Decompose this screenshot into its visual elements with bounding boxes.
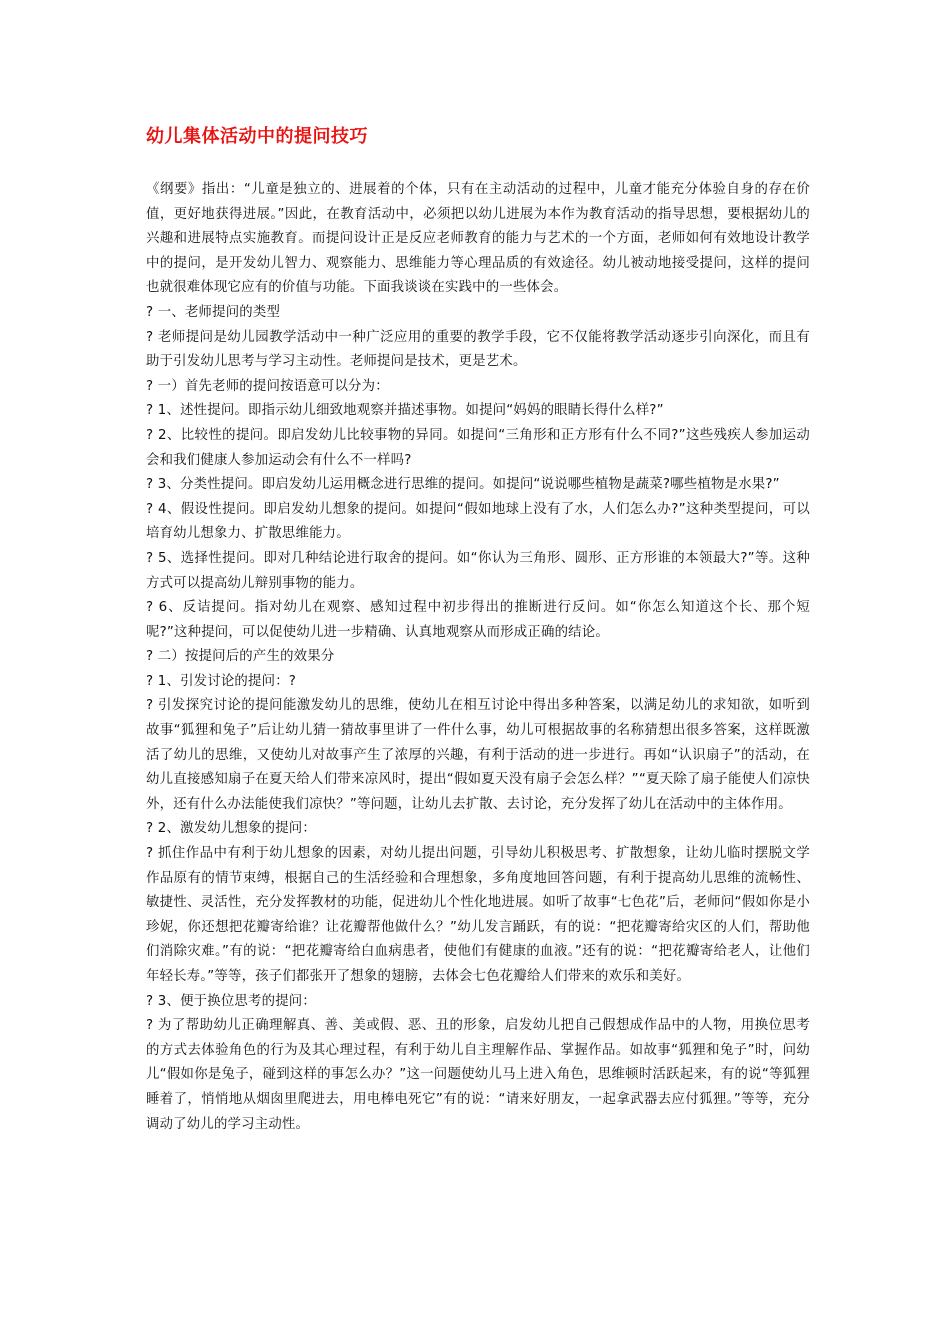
document-title: 幼儿集体活动中的提问技巧	[146, 126, 368, 147]
paragraph: ? 3、分类性提问。即启发幼儿运用概念进行思维的提问。如提问“说说哪些植物是蔬菜?哪些植物是水果?”	[146, 477, 780, 493]
paragraph: 《纲要》指出：“儿童是独立的、进展着的个体，只有在主动活动的过程中，儿童才能充分体验自身的存在价值，更好地获得进展。”因此，在教育活动中，必须把以幼儿进展为本作为教育活动的指导思想，要根据幼儿的兴趣和进展特点实施教育。而提问设计正是反应老师教育的能力与艺术的一个方面，老师如何有效地设计教学中的提问，是开发幼儿智力、观察能力、思维能力等心理品质的有效途径。幼儿被动地接受提问，这样的提问也就很难体现它应有的价值与功能。下面我谈谈在实践中的一些体会。	[146, 182, 810, 296]
paragraph: ? 一）首先老师的提问按语意可以分为：	[146, 378, 389, 394]
paragraph: ? 二）按提问后的产生的效果分	[146, 649, 335, 665]
paragraph: ? 3、便于换位思考的提问：	[146, 993, 316, 1009]
paragraph: ? 抓住作品中有利于幼儿想象的因素，对幼儿提出问题，引导幼儿积极思考、扩散想象，让幼儿临时摆脱文学作品原有的情节束缚，根据自己的生活经验和合理想象，多角度地回答问题，有利于提高幼儿思维的流畅性、敏捷性、灵活性，充分发挥教材的功能，促进幼儿个性化地进展。如听了故事“七色花”后，老师问“假如你是小珍妮，你还想把花瓣寄给谁？让花瓣帮他做什么？”幼儿发言踊跃，有的说：“把花瓣寄给灾区的人们，帮助他们消除灾难。”有的说：“把花瓣寄给白血病患者，使他们有健康的血液。”还有的说：“把花瓣寄给老人，让他们年轻长寿。”等等，孩子们都张开了想象的翅膀，去体会七色花瓣给人们带来的欢乐和美好。	[146, 846, 810, 984]
paragraph: ? 5、选择性提问。即对几种结论进行取舍的提问。如“你认为三角形、圆形、正方形谁的本领最大?”等。这种方式可以提高幼儿辩别事物的能力。	[146, 550, 810, 591]
paragraph: ? 为了帮助幼儿正确理解真、善、美或假、恶、丑的形象，启发幼儿把自己假想成作品中的人物，用换位思考的方式去体验角色的行为及其心理过程，有利于幼儿自主理解作品、掌握作品。如故事“狐狸和兔子”时，问幼儿“假如你是兔子，碰到这样的事怎么办？”这一问题使幼儿马上进入角色，思维顿时活跃起来，有的说“等狐狸睡着了，悄悄地从烟囱里爬进去，用电棒电死它”有的说：“请来好朋友，一起拿武器去应付狐狸。”等等，充分调动了幼儿的学习主动性。	[146, 1018, 810, 1132]
paragraph: ? 2、比较性的提问。即启发幼儿比较事物的异同。如提问“三角形和正方形有什么不同?”这些残疾人参加运动会和我们健康人参加运动会有什么不一样吗?	[146, 427, 810, 468]
paragraph: ? 1、引发讨论的提问：?	[146, 673, 297, 689]
document-page	[146, 124, 810, 1137]
paragraph: ? 1、述性提问。即指示幼儿细致地观察并描述事物。如提问“妈妈的眼睛长得什么样?”	[146, 403, 664, 419]
paragraph: ? 引发探究讨论的提问能激发幼儿的思维，使幼儿在相互讨论中得出多种答案，以满足幼儿的求知欲，如听到故事“狐狸和兔子”后让幼儿猜一猜故事里讲了一件什么事，幼儿可根据故事的名称猜想出很多答案，这样既激活了幼儿的思维，又使幼儿对故事产生了浓厚的兴趣，有利于活动的进一步进行。再如“认识扇子”的活动，在幼儿直接感知扇子在夏天给人们带来凉风时，提出“假如夏天没有扇子会怎么样？”“夏天除了扇子能使人们凉快外，还有什么办法能使我们凉快？”等问题，让幼儿去扩散、去讨论，充分发挥了幼儿在活动中的主体作用。	[146, 698, 810, 812]
paragraph: ? 老师提问是幼儿园教学活动中一种广泛应用的重要的教学手段，它不仅能将教学活动逐步引向深化，而且有助于引发幼儿思考与学习主动性。老师提问是技术，更是艺术。	[146, 329, 810, 370]
paragraph: ? 6、反诘提问。指对幼儿在观察、感知过程中初步得出的推断进行反问。如“你怎么知道这个长、那个短呢?”这种提问，可以促使幼儿进一步精确、认真地观察从而形成正确的结论。	[146, 600, 810, 640]
paragraph: ? 一、老师提问的类型	[146, 304, 281, 320]
paragraph: ? 4、假设性提问。即启发幼儿想象的提问。如提问“假如地球上没有了水，人们怎么办?”这种类型提问，可以培育幼儿想象力、扩散思维能力。	[146, 501, 810, 542]
document-body	[146, 178, 810, 1137]
paragraph: ? 2、激发幼儿想象的提问：	[146, 821, 316, 837]
